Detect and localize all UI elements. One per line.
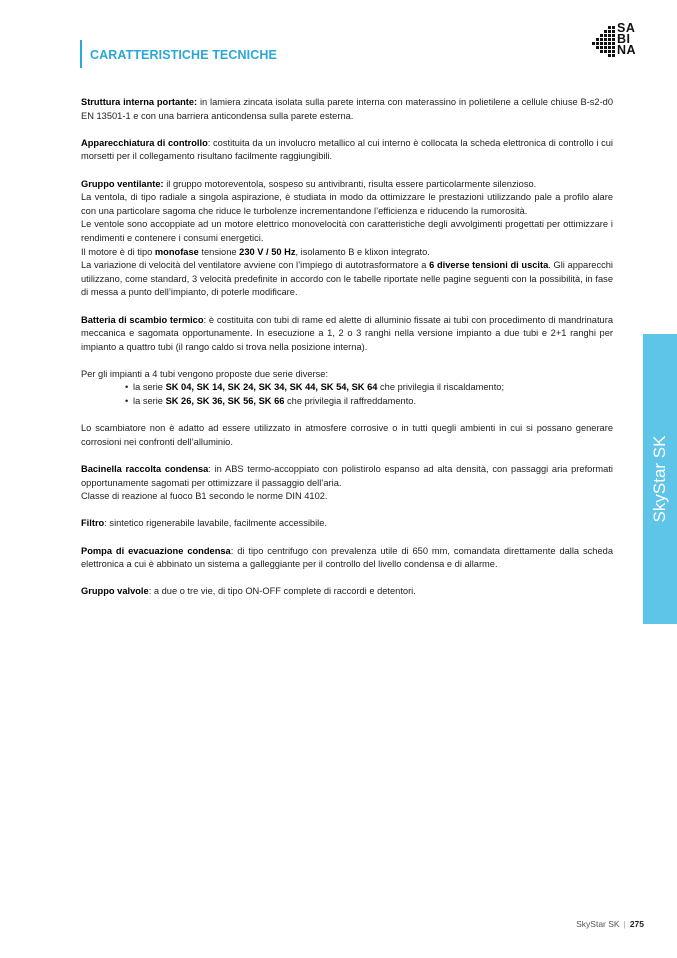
section-bacinella: Bacinella raccolta condensa: in ABS termo-accoppiato con polistirolo espanso ad alta densità, con passaggi aria preformati opportunamente sagomati per ottimizzare il passaggio dell’aria. Classe di reazione al fuoco B1 secondo le norme DIN 4102. bbox=[81, 464, 613, 502]
page-footer bbox=[576, 919, 644, 929]
section-label: Batteria di scambio termico bbox=[81, 314, 204, 325]
section-pompa: Pompa di evacuazione condensa: di tipo centrifugo con prevalenza utile di 650 mm, comandata direttamente dalla scheda elettronica a cui è abbinato un sistema a galleggiante per il controllo del livello condensa e di allarme. bbox=[81, 545, 613, 570]
section-gruppo-ventilante: Gruppo ventilante: il gruppo motoreventola, sospeso su antivibranti, risulta essere particolarmente silenzioso. La ventola, di tipo radiale a singola aspirazione, è studiata in modo da ottimizzare le prestazioni utilizzando pale a profilo alare con una particolare sagoma che riduce le turbolenze incrementandone l’efficienza e riducendo la rumorosità. Le ventole sono accoppiate ad un motore elettrico monovelocità con caratteristiche degli avvolgimenti progettati per ottimizzare i rendimenti e contenere i consumi energetici. Il motore è di tipo monofase tensione 230 V / 50 Hz, isolamento B e klixon integrato. La variazione di velocità del ventilatore avviene con l’impiego di autotrasformatore a 6 diverse tensioni di uscita. Gli apparecchi utilizzano, come standard, 3 velocità predefinite in accordo con le tabelle riportate nelle pagine seguenti con la possibilità, in fase di messa a punto dell’impianto, di poterle modificare. bbox=[81, 178, 614, 298]
section-label: Filtro bbox=[81, 518, 105, 529]
bullet-icon: • bbox=[125, 382, 129, 393]
list-item: • la serie SK 04, SK 14, SK 24, SK 34, SK 44, SK 54, SK 64 che privilegia il riscaldamento; bbox=[81, 381, 613, 395]
section-label: Struttura interna portante: bbox=[81, 97, 198, 107]
page-title: CARATTERISTICHE TECNICHE bbox=[90, 48, 277, 62]
footer-product: SkyStar SK bbox=[576, 919, 620, 929]
logo-wordmark: SA BI NA bbox=[617, 21, 637, 57]
technical-specs-body bbox=[81, 96, 613, 613]
sidebar-product-label: SkyStar SK bbox=[650, 435, 669, 523]
section-label: Gruppo valvole bbox=[81, 586, 149, 597]
header-accent-bar bbox=[80, 40, 82, 68]
sidebar-product-tab bbox=[643, 334, 677, 624]
section-filtro: Filtro: sintetico rigenerabile lavabile, facilmente accessibile. bbox=[81, 518, 327, 529]
section-struttura: Struttura interna portante: in lamiera zincata isolata sulla parete interna con materassino in polietilene a cellule chiuse B-s2-d0 EN 13501-1 e con una barriera anticondensa sulla parete esterna. bbox=[81, 97, 614, 121]
series-list bbox=[81, 381, 613, 408]
series-intro: Per gli impianti a 4 tubi vengono proposte due serie diverse: bbox=[81, 368, 329, 379]
section-label: Apparecchiatura di controllo bbox=[81, 137, 208, 148]
batteria-note: Lo scambiatore non è adatto ad essere utilizzato in atmosfere corrosive o in tutti quegli ambienti in cui si possano generare corrosioni nei confronti dell’alluminio. bbox=[81, 423, 613, 447]
logo-pixel-grid-icon bbox=[588, 24, 616, 58]
footer-separator: | bbox=[623, 919, 626, 929]
section-label: Pompa di evacuazione condensa bbox=[81, 545, 231, 556]
bullet-icon: • bbox=[125, 396, 129, 407]
sabiana-logo bbox=[588, 21, 648, 62]
section-batteria: Batteria di scambio termico: è costituita con tubi di rame ed alette di alluminio fissate ai tubi con procedimento di mandrinatura meccanica e sagomata opportunamente. In esecuzione a 1, 2 o 3 ranghi nella versione impianto a due tubi e 2+1 ranghi per impianto a quattro tubi (il rango caldo si trova nella posizione interna). bbox=[81, 314, 613, 352]
page-number: 275 bbox=[629, 919, 644, 929]
section-apparecchiatura: Apparecchiatura di controllo: costituita da un involucro metallico al cui interno è collocata la scheda elettronica di controllo i cui morsetti per il collegamento risultano facilmente raggiungibili. bbox=[81, 137, 613, 162]
section-valvole: Gruppo valvole: a due o tre vie, di tipo ON-OFF complete di raccordi e detentori. bbox=[81, 586, 416, 597]
list-item: • la serie SK 26, SK 36, SK 56, SK 66 che privilegia il raffreddamento. bbox=[81, 395, 613, 409]
section-label: Bacinella raccolta condensa bbox=[81, 464, 209, 475]
section-label: Gruppo ventilante: bbox=[81, 178, 164, 189]
